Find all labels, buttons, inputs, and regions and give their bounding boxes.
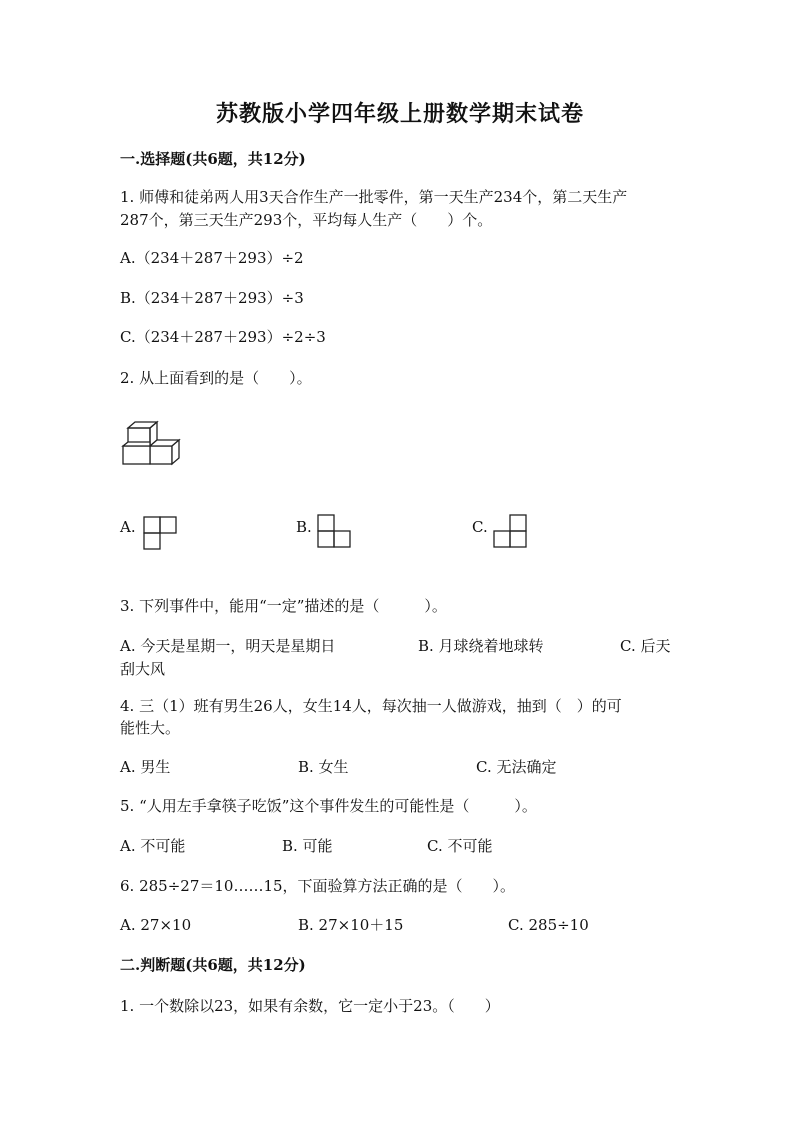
- question-5-option-a: A. 不可能: [120, 837, 186, 855]
- question-4-line-1: 4. 三（1）班有男生26人，女生14人，每次抽一人做游戏，抽到（ ）的可: [120, 697, 622, 715]
- question-3-option-c-continued: 刮大风: [120, 660, 166, 678]
- option-c-shape: [493, 514, 529, 554]
- question-2-option-c: C.: [472, 518, 488, 536]
- question-1-line-1: 1. 师傅和徒弟两人用3天合作生产一批零件，第一天生产234个，第二天生产: [120, 188, 628, 206]
- option-b-shape: [317, 514, 353, 554]
- question-6-text: 6. 285÷27＝10……15，下面验算方法正确的是（ ）。: [120, 877, 516, 895]
- question-6-option-a: A. 27×10: [120, 916, 192, 934]
- question-4-option-b: B. 女生: [298, 758, 349, 776]
- question-3-option-c: C. 后天: [620, 637, 671, 655]
- question-6-option-c: C. 285÷10: [508, 916, 589, 934]
- option-b-drawing: [317, 514, 353, 550]
- judgment-question-1: 1. 一个数除以23，如果有余数，它一定小于23。（ ）: [120, 997, 500, 1015]
- section-heading-true-false: 二.判断题(共6题，共12分): [120, 956, 306, 974]
- question-4-option-c: C. 无法确定: [476, 758, 557, 776]
- question-3-text: 3. 下列事件中，能用“一定”描述的是（ ）。: [120, 597, 447, 615]
- question-6-option-b: B. 27×10＋15: [298, 916, 404, 934]
- option-a-drawing: [143, 516, 179, 552]
- question-1-option-a: A.（234＋287＋293）÷2: [120, 249, 304, 267]
- question-1-option-b: B.（234＋287＋293）÷3: [120, 289, 304, 307]
- option-a-shape: [143, 516, 179, 556]
- question-3-option-b: B. 月球绕着地球转: [418, 637, 544, 655]
- question-5-option-b: B. 可能: [282, 837, 333, 855]
- question-2-text: 2. 从上面看到的是（ ）。: [120, 369, 312, 387]
- question-5-option-c: C. 不可能: [427, 837, 493, 855]
- section-heading-choice: 一.选择题(共6题，共12分): [120, 150, 306, 168]
- cube-stack-drawing: [118, 420, 184, 470]
- question-4-line-2: 能性大。: [120, 719, 181, 737]
- question-4-option-a: A. 男生: [120, 758, 171, 776]
- question-2-option-a: A.: [120, 518, 136, 536]
- option-c-drawing: [493, 514, 529, 550]
- question-1-line-2: 287个，第三天生产293个，平均每人生产（ ）个。: [120, 211, 493, 229]
- question-3-option-a: A. 今天是星期一，明天是星期日: [120, 637, 336, 655]
- question-1-option-c: C.（234＋287＋293）÷2÷3: [120, 328, 326, 346]
- cube-stack-figure: [118, 420, 184, 474]
- question-5-text: 5. “人用左手拿筷子吃饭”这个事件发生的可能性是（ ）。: [120, 797, 537, 815]
- question-2-option-b: B.: [296, 518, 312, 536]
- page-title: 苏教版小学四年级上册数学期末试卷: [215, 101, 584, 127]
